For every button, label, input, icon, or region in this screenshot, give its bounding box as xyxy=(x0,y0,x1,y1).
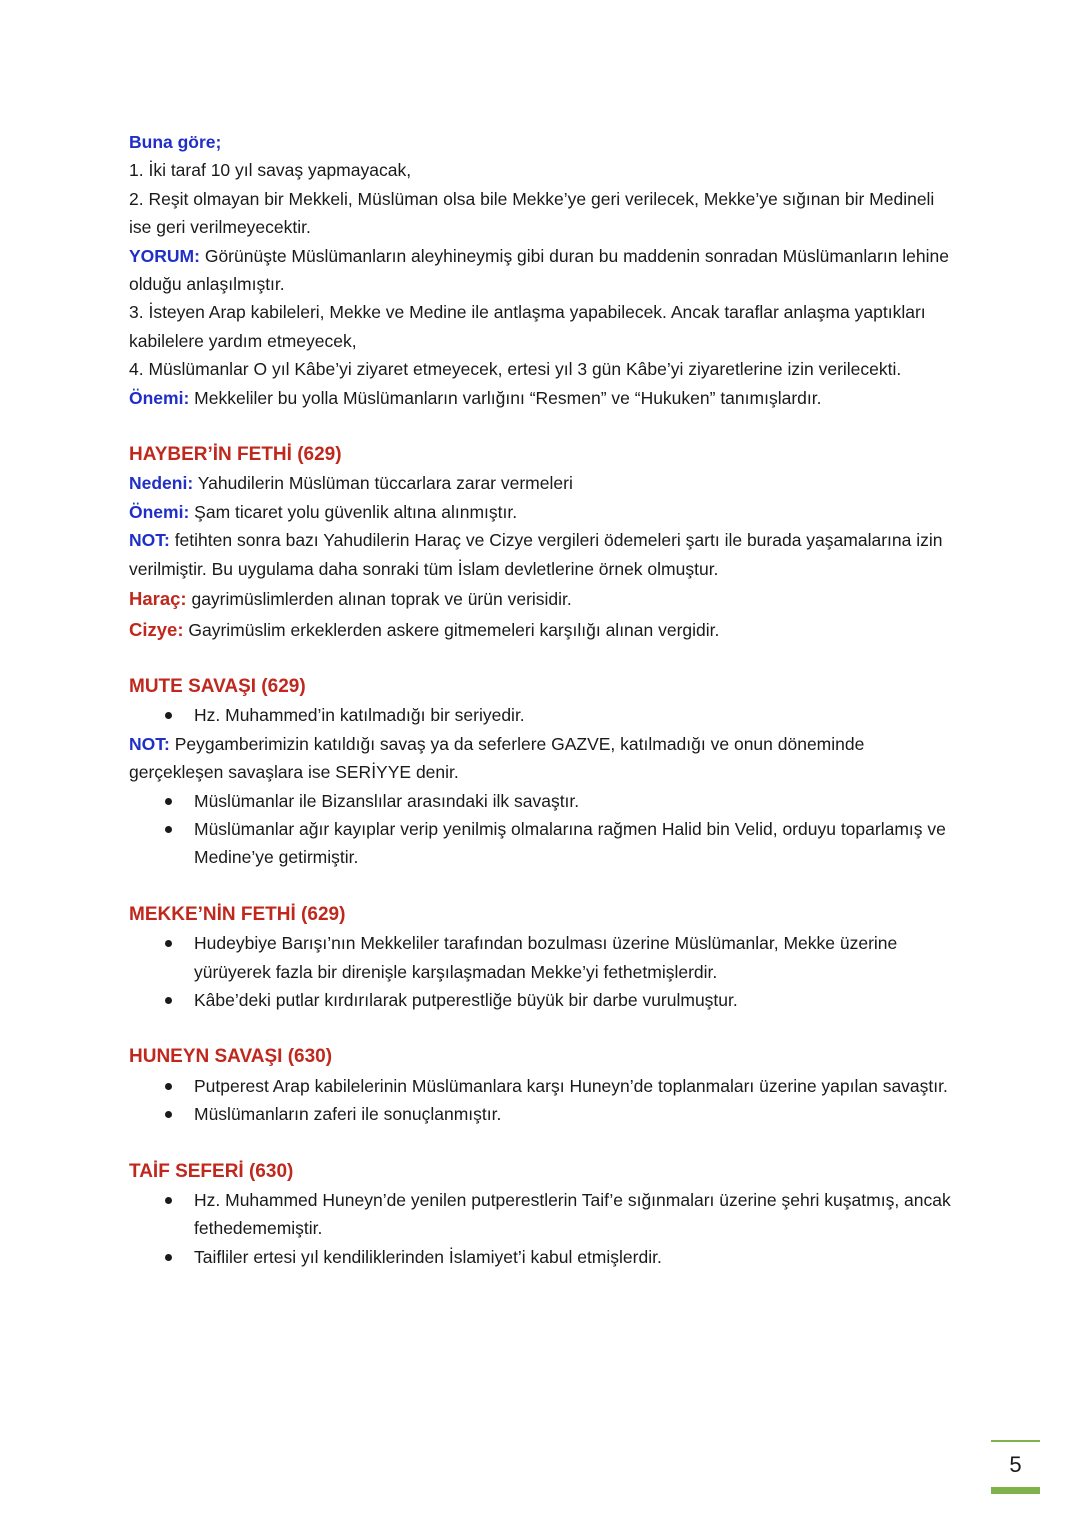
nedeni-text: Yahudilerin Müslüman tüccarlara zarar vermeleri xyxy=(193,473,573,494)
list-item: Kâbe’deki putlar kırdırılarak putperestliğe büyük bir darbe vurulmuştur. xyxy=(129,986,959,1014)
harac-definition xyxy=(129,585,959,613)
mute-bullet-list-2 xyxy=(129,787,959,872)
yorum-label: YORUM: xyxy=(129,245,200,266)
page-number: 5 xyxy=(991,1440,1040,1494)
treaty-item-1: 1. İki taraf 10 yıl savaş yapmayacak, xyxy=(129,160,412,181)
onemi-label: Önemi: xyxy=(129,501,190,522)
taif-bullet-list xyxy=(129,1186,959,1271)
page-content xyxy=(129,128,959,1271)
intro-label: Buna göre; xyxy=(129,132,222,152)
list-item: Hz. Muhammed Huneyn’de yenilen putperestlerin Taif’e sığınmaları üzerine şehri kuşatmış, ancak fethedememiştir. xyxy=(129,1186,959,1243)
onemi-text: Mekkeliler bu yolla Müslümanların varlığını “Resmen” ve “Hukuken” tanımışlardır. xyxy=(189,387,822,408)
treaty-item-3: 3. İsteyen Arap kabileleri, Mekke ve Medine ile antlaşma yapabilecek. Ancak taraflar anlaşma yaptıkları kabilelere yardım etmeyecek, xyxy=(129,302,926,351)
cizye-definition xyxy=(129,616,959,644)
list-item: Müslümanlar ile Bizanslılar arasındaki ilk savaştır. xyxy=(129,787,959,815)
list-item: Hz. Muhammed’in katılmadığı bir seriyedir. xyxy=(129,701,959,729)
treaty-item-4: 4. Müslümanlar O yıl Kâbe’yi ziyaret etmeyecek, ertesi yıl 3 gün Kâbe’yi ziyaretlerine izin verilecekti. xyxy=(129,359,902,380)
hayber-nedeni xyxy=(129,469,959,497)
onemi-label: Önemi: xyxy=(129,387,190,408)
cizye-label: Cizye: xyxy=(129,618,184,640)
onemi-text: Şam ticaret yolu güvenlik altına alınmıştır. xyxy=(189,501,518,522)
list-item: Putperest Arap kabilelerinin Müslümanlara karşı Huneyn’de toplanmaları üzerine yapılan savaştır. xyxy=(129,1072,959,1100)
hayber-onemi xyxy=(129,498,959,526)
hayber-not xyxy=(129,526,959,583)
not-label: NOT: xyxy=(129,733,170,754)
list-item: Müslümanlar ağır kayıplar verip yenilmiş olmalarına rağmen Halid bin Velid, orduyu toparlamış ve Medine’ye getirmiştir. xyxy=(129,815,959,872)
nedeni-label: Nedeni: xyxy=(129,473,194,494)
huneyn-bullet-list xyxy=(129,1072,959,1129)
not-text: Peygamberimizin katıldığı savaş ya da seferlere GAZVE, katılmadığı ve onun döneminde gerçekleşen savaşlara ise SERİYYE denir. xyxy=(129,733,865,783)
mekke-bullet-list xyxy=(129,929,959,1014)
not-text: fetihten sonra bazı Yahudilerin Haraç ve Cizye vergileri ödemeleri şartı ile burada yaşamalarına izin verilmiştir. Bu uygulama daha sonraki tüm İslam devletlerine örnek olmuştur. xyxy=(129,530,943,579)
section-heading-mekke: MEKKE’NİN FETHİ (629) xyxy=(129,903,346,925)
cizye-text: Gayrimüslim erkeklerden askere gitmemeleri karşılığı alınan vergidir. xyxy=(183,619,720,640)
mute-not xyxy=(129,730,959,787)
mute-bullet-list-1 xyxy=(129,701,959,729)
onemi-paragraph xyxy=(129,384,959,412)
harac-text: gayrimüslimlerden alınan toprak ve ürün verisidir. xyxy=(186,589,572,610)
harac-label: Haraç: xyxy=(129,588,187,610)
section-heading-mute: MUTE SAVAŞI (629) xyxy=(129,675,306,697)
list-item: Taifliler ertesi yıl kendiliklerinden İslamiyet’i kabul etmişlerdir. xyxy=(129,1243,959,1271)
section-heading-huneyn: HUNEYN SAVAŞI (630) xyxy=(129,1046,333,1068)
section-heading-taif: TAİF SEFERİ (630) xyxy=(129,1160,294,1182)
treaty-item-2: 2. Reşit olmayan bir Mekkeli, Müslüman olsa bile Mekke’ye geri verilecek, Mekke’ye sığınan bir Medineli ise geri verilmeyecektir. xyxy=(129,188,935,238)
section-heading-hayber: HAYBER’İN FETHİ (629) xyxy=(129,444,342,466)
yorum-text: Görünüşte Müslümanların aleyhineymiş gibi duran bu maddenin sonradan Müslümanların lehine olduğu anlaşılmıştır. xyxy=(129,245,949,295)
yorum-paragraph xyxy=(129,242,959,299)
list-item: Müslümanların zaferi ile sonuçlanmıştır. xyxy=(129,1100,959,1128)
list-item: Hudeybiye Barışı’nın Mekkeliler tarafından bozulması üzerine Müslümanlar, Mekke üzerine yürüyerek fazla bir direnişle karşılaşmadan Mekke’yi fethetmişlerdir. xyxy=(129,929,959,986)
not-label: NOT: xyxy=(129,530,170,551)
